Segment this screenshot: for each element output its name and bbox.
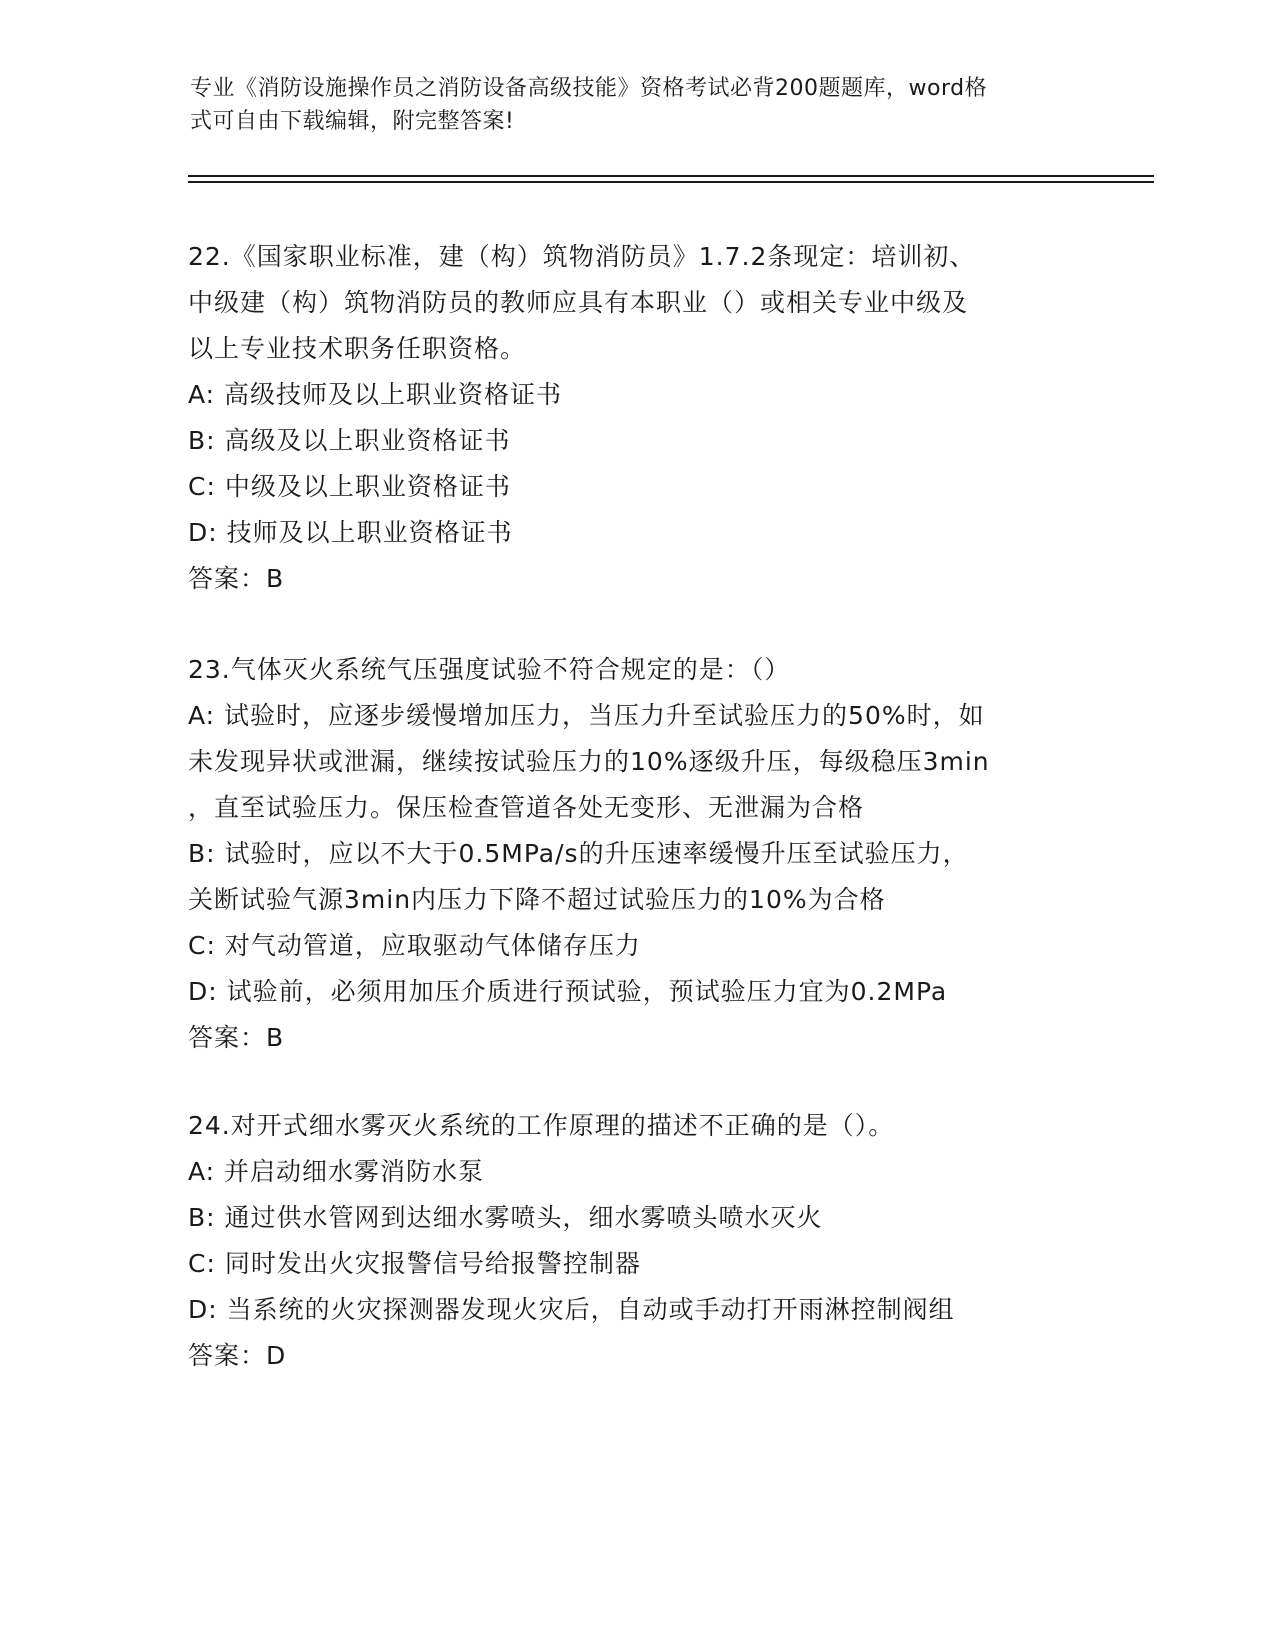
option-a: A: 高级技师及以上职业资格证书	[188, 380, 563, 409]
question-stem-line: 24.对开式细水雾灭火系统的工作原理的描述不正确的是（）。	[188, 1111, 895, 1140]
answer-line: 答案：B	[188, 1023, 285, 1052]
option-a: A: 并启动细水雾消防水泵	[188, 1157, 485, 1186]
answer-line: 答案：D	[188, 1341, 287, 1370]
option-a-line-3: ，直至试验压力。保压检查管道各处无变形、无泄漏为合格	[188, 793, 865, 822]
document-header	[190, 72, 1070, 138]
option-c: C: 对气动管道，应取驱动气体储存压力	[188, 931, 641, 960]
question-22	[188, 234, 1088, 602]
option-c: C: 同时发出火灾报警信号给报警控制器	[188, 1249, 641, 1278]
option-d: D: 当系统的火灾探测器发现火灾后，自动或手动打开雨淋控制阀组	[188, 1295, 955, 1324]
option-b-line-2: 关断试验气源3min内压力下降不超过试验压力的10%为合格	[188, 885, 886, 914]
question-24	[188, 1103, 1088, 1379]
question-23	[188, 647, 1088, 1061]
header-line-1: 专业《消防设施操作员之消防设备高级技能》资格考试必背200题题库，word格	[190, 76, 988, 101]
question-stem-line: 23.气体灭火系统气压强度试验不符合规定的是：（）	[188, 655, 791, 684]
header-divider-bottom	[188, 181, 1154, 183]
question-stem-line: 以上专业技术职务任职资格。	[188, 334, 527, 363]
question-stem-line: 22.《国家职业标准，建（构）筑物消防员》1.7.2条现定：培训初、	[188, 242, 976, 271]
header-line-2: 式可自由下载编辑，附完整答案!	[190, 109, 515, 134]
question-stem-line: 中级建（构）筑物消防员的教师应具有本职业（）或相关专业中级及	[188, 288, 969, 317]
option-d: D: 试验前，必须用加压介质进行预试验，预试验压力宜为0.2MPa	[188, 977, 948, 1006]
option-b: B: 通过供水管网到达细水雾喷头，细水雾喷头喷水灭火	[188, 1203, 823, 1232]
option-a-line-1: A: 试验时，应逐步缓慢增加压力，当压力升至试验压力的50%时，如	[188, 701, 985, 730]
option-b: B: 高级及以上职业资格证书	[188, 426, 511, 455]
option-c: C: 中级及以上职业资格证书	[188, 472, 511, 501]
option-b-line-1: B: 试验时，应以不大于0.5MPa/s的升压速率缓慢升压至试验压力，	[188, 839, 969, 868]
answer-line: 答案：B	[188, 564, 285, 593]
header-divider-top	[188, 175, 1154, 177]
option-a-line-2: 未发现异状或泄漏，继续按试验压力的10%逐级升压，每级稳压3min	[188, 747, 990, 776]
option-d: D: 技师及以上职业资格证书	[188, 518, 513, 547]
